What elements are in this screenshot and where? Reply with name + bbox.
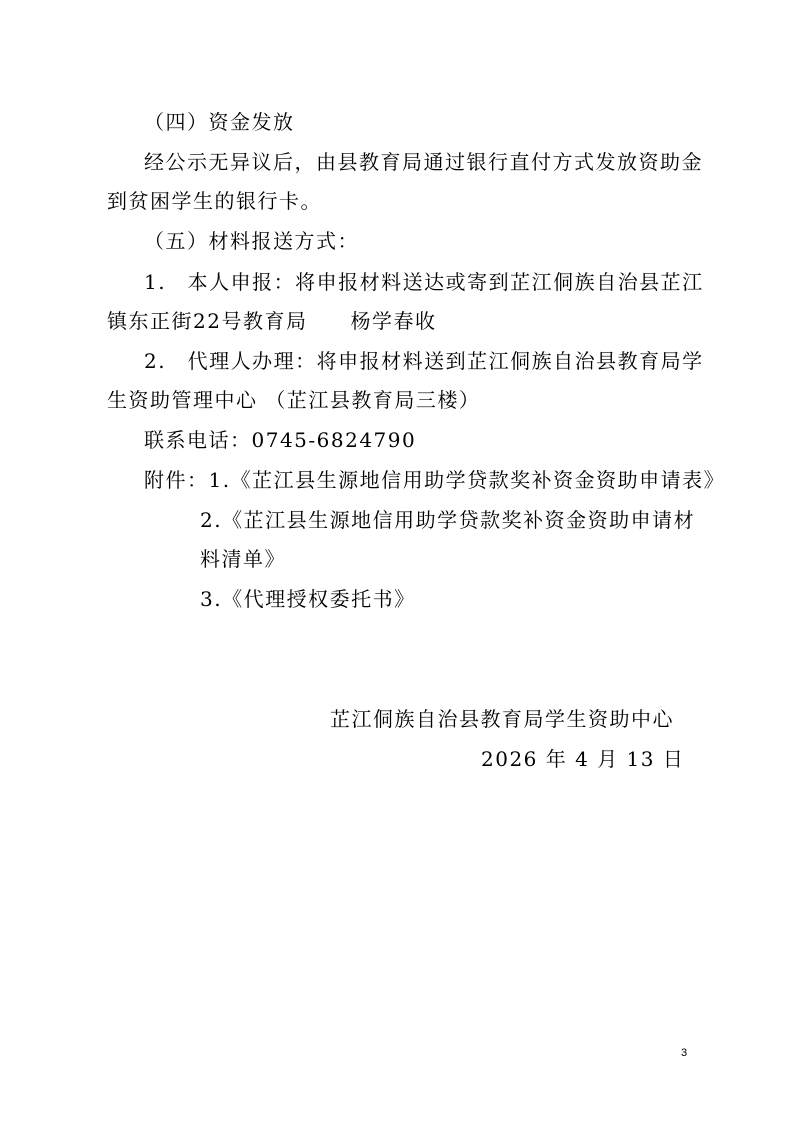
section-5-item2-line1: 2. 代理人办理：将申报材料送到芷江侗族自治县教育局学 [144, 349, 704, 373]
attachment-2-line1: 2.《芷江县生源地信用助学贷款奖补资金资助申请材 [200, 508, 696, 532]
attachment-1: 附件：1.《芷江县生源地信用助学贷款奖补资金资助申请表》 [144, 468, 726, 492]
section-5-heading: （五）材料报送方式： [144, 229, 359, 253]
page-number: 3 [681, 1047, 688, 1059]
section-5-item1-line2: 镇东正街22号教育局 杨学春收 [107, 309, 437, 333]
section-4-text-line2: 到贫困学生的银行卡。 [107, 189, 322, 213]
attachment-2-line2: 料清单》 [200, 547, 286, 571]
contact-phone: 联系电话：0745-6824790 [144, 428, 417, 452]
signature-date: 2026 年 4 月 13 日 [481, 747, 685, 771]
section-5-item2-line2: 生资助管理中心 （芷江县教育局三楼） [107, 388, 481, 412]
section-4-heading: （四）资金发放 [144, 110, 295, 134]
section-4-text-line1: 经公示无异议后，由县教育局通过银行直付方式发放资助金 [144, 150, 703, 174]
section-5-item1-line1: 1. 本人申报：将申报材料送达或寄到芷江侗族自治县芷江 [144, 270, 704, 294]
signature-org: 芷江侗族自治县教育局学生资助中心 [330, 707, 674, 731]
attachment-3: 3.《代理授权委托书》 [200, 587, 416, 611]
